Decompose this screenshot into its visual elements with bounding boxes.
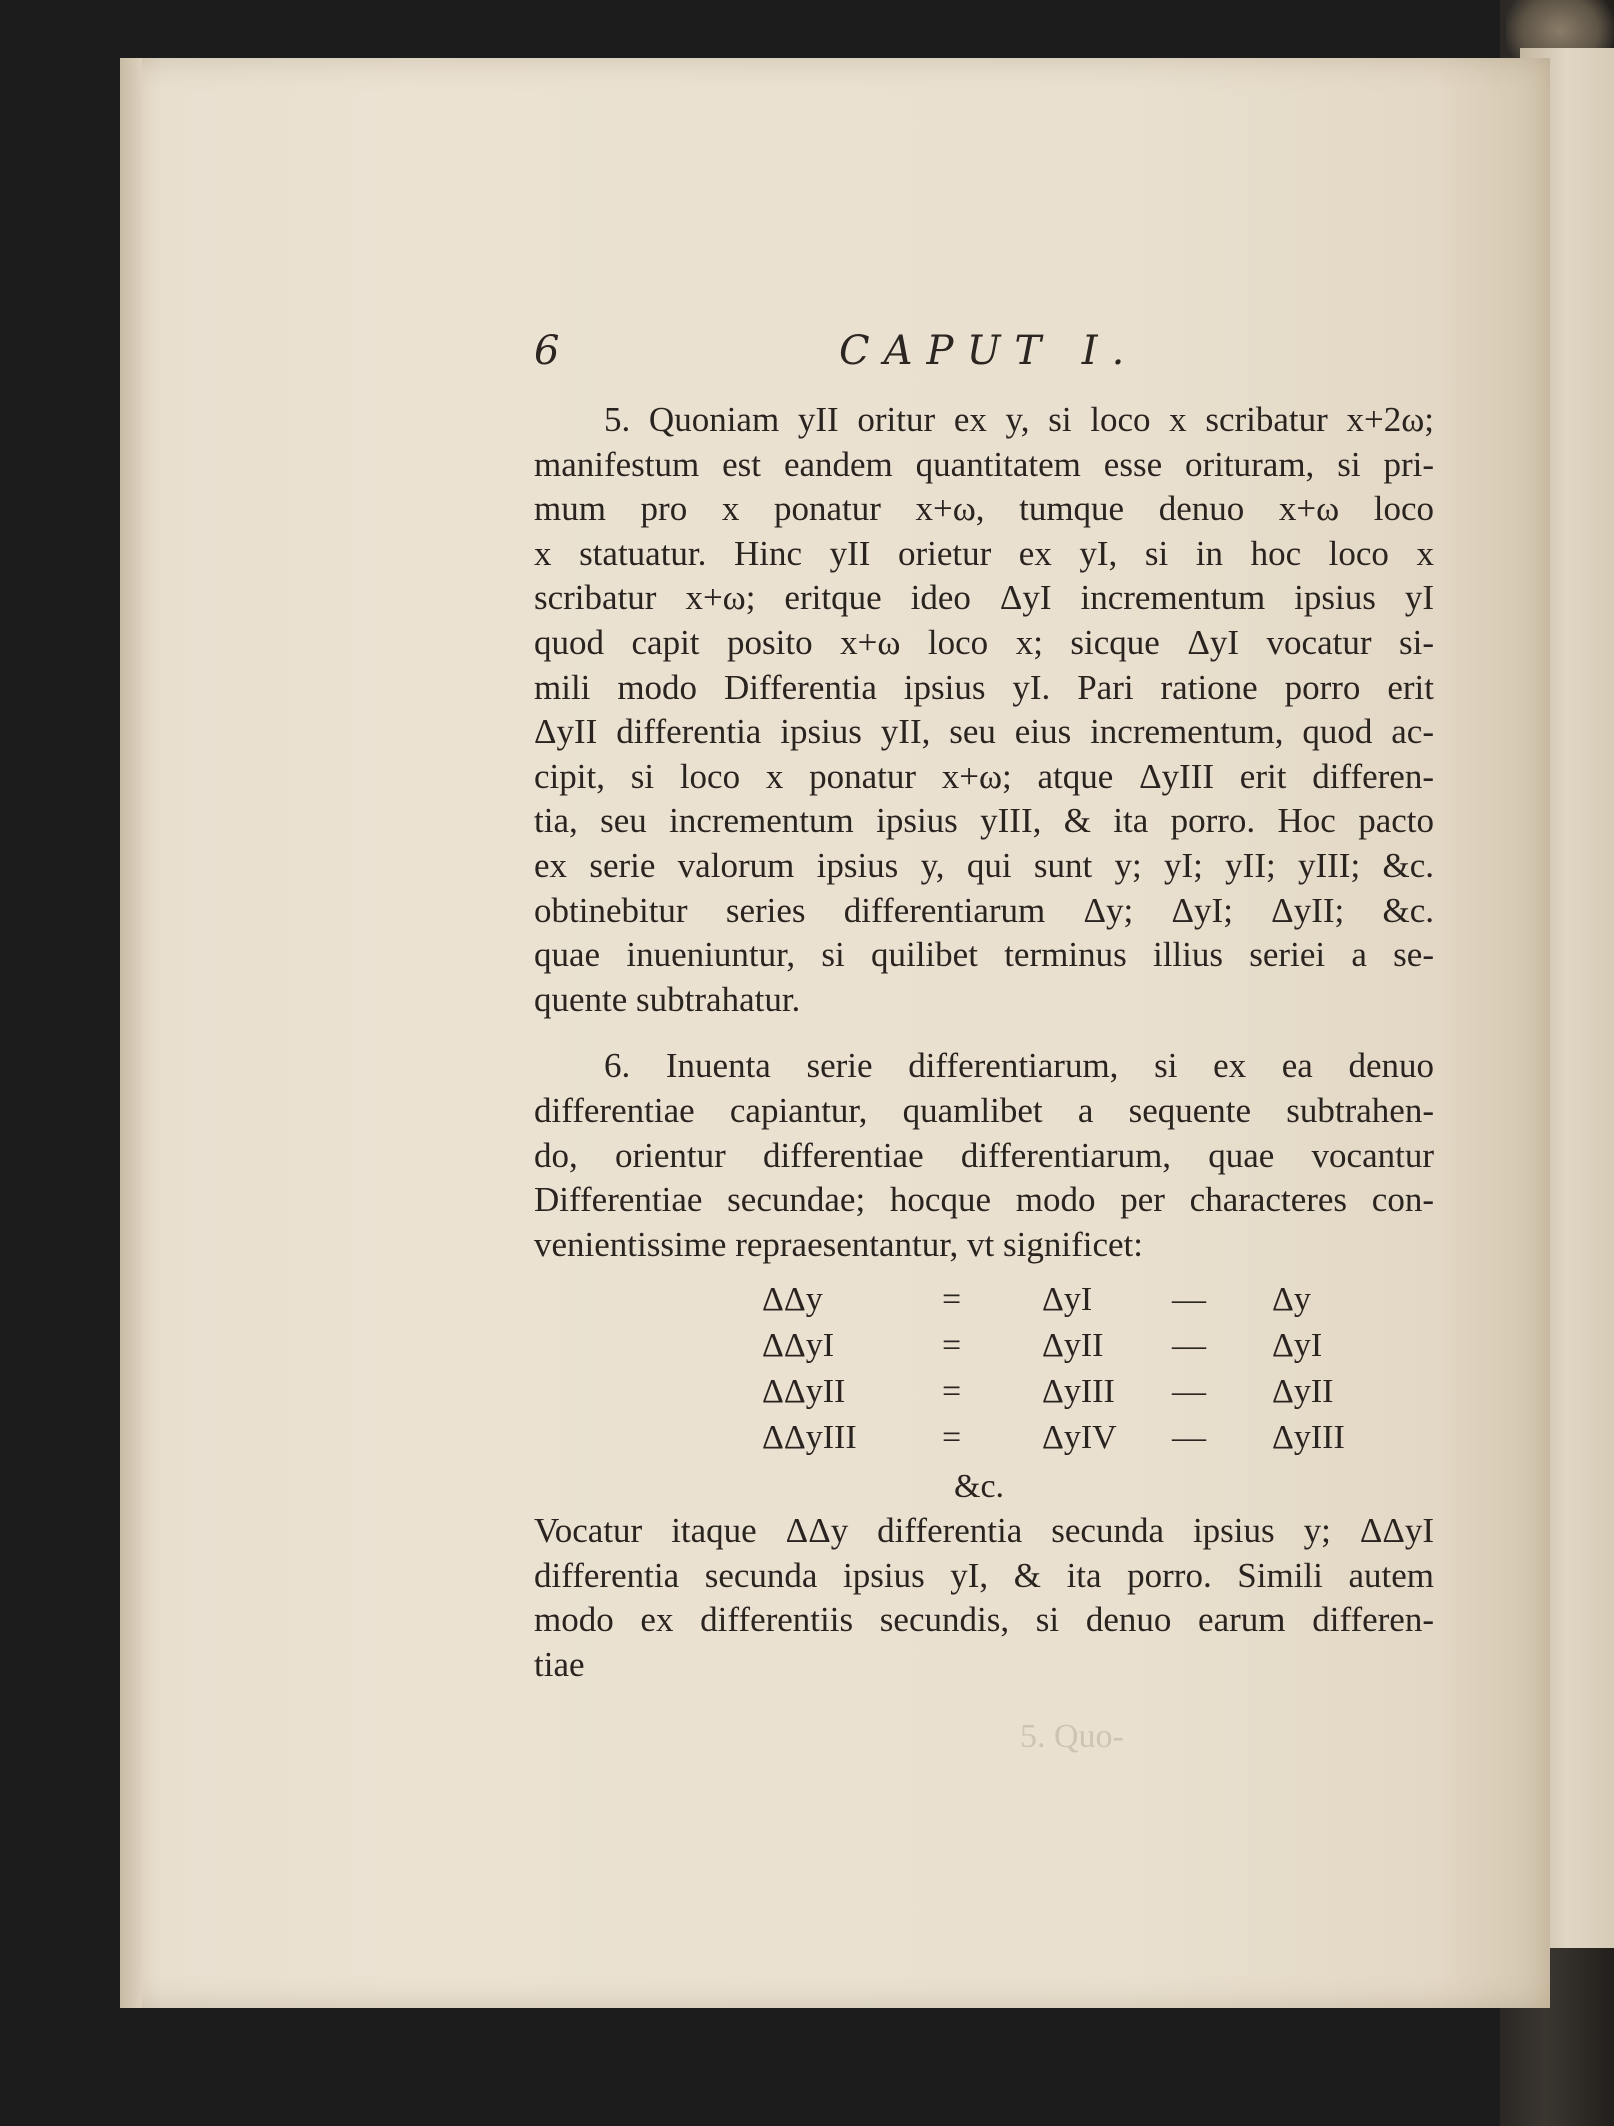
equation-row <box>762 1323 1345 1369</box>
text-line: x statuatur. Hinc yII orietur ex yI, si in hoc loco x <box>534 533 1434 573</box>
minus-sign: — <box>1172 1281 1206 1319</box>
text-line: venientissime repraesentantur, vt significet: <box>534 1224 1143 1264</box>
equals-sign: = <box>942 1373 962 1411</box>
text-line: mum pro x ponatur x+ω, tumque denuo x+ω loco <box>534 489 1434 529</box>
paragraph-5 <box>534 398 1434 1022</box>
equation-term: ΔyI <box>1042 1281 1093 1319</box>
equals-sign: = <box>942 1281 962 1319</box>
equals-sign: = <box>942 1327 962 1365</box>
equation-row <box>762 1415 1345 1461</box>
text-line: differentiae capiantur, quamlibet a sequente subtrahen- <box>534 1090 1434 1130</box>
equals-sign: = <box>942 1419 962 1457</box>
text-line: Vocatur itaque ΔΔy differentia secunda ipsius y; ΔΔyI <box>534 1511 1434 1551</box>
minus-sign: — <box>1172 1327 1206 1365</box>
minus-sign: — <box>1172 1419 1206 1457</box>
text-line: quod capit posito x+ω loco x; sicque ΔyI vocatur si- <box>534 622 1434 662</box>
show-through-text: 5. Quo- <box>1020 1718 1124 1755</box>
body-text <box>534 398 1434 1688</box>
text-line: manifestum est eandem quantitatem esse orituram, si pri- <box>534 444 1434 484</box>
equation-term: ΔyIV <box>1042 1419 1117 1457</box>
page-number: 6 <box>534 328 560 374</box>
catchword: tiae <box>534 1645 585 1685</box>
text-line: tia, seu incrementum ipsius yIII, & ita porro. Hoc pacto <box>534 801 1434 841</box>
difference-equations <box>762 1277 1345 1461</box>
equation-lhs: ΔΔyII <box>762 1373 846 1411</box>
running-head: CAPUT I. <box>839 328 1139 374</box>
text-line: cipit, si loco x ponatur x+ω; atque ΔyIII erit differen- <box>534 756 1434 796</box>
text-line: do, orientur differentiae differentiarum, quae vocantur <box>534 1135 1434 1175</box>
paragraph-gap <box>534 1022 1434 1044</box>
text-line: 6. Inuenta serie differentiarum, si ex ea denuo <box>604 1046 1434 1086</box>
equation-lhs: ΔΔyIII <box>762 1419 857 1457</box>
equation-row <box>762 1277 1345 1323</box>
text-line: scribatur x+ω; eritque ideo ΔyI incrementum ipsius yI <box>534 578 1434 618</box>
equation-term: Δy <box>1272 1281 1311 1319</box>
minus-sign: — <box>1172 1373 1206 1411</box>
paragraph-6 <box>534 1044 1434 1687</box>
equation-lhs: ΔΔyI <box>762 1327 835 1365</box>
text-line: 5. Quoniam yII oritur ex y, si loco x scribatur x+2ω; <box>604 400 1434 439</box>
page-header <box>534 328 1294 388</box>
text-line: Differentiae secundae; hocque modo per characteres con- <box>534 1180 1434 1220</box>
equation-row <box>762 1369 1345 1415</box>
equation-term: ΔyII <box>1042 1327 1104 1365</box>
equation-term: ΔyI <box>1272 1327 1323 1365</box>
etcetera: &c. <box>954 1468 1005 1506</box>
text-line: mili modo Differentia ipsius yI. Pari ratione porro erit <box>534 667 1434 707</box>
text-line: ΔyII differentia ipsius yII, seu eius incrementum, quod ac- <box>534 712 1434 752</box>
equation-lhs: ΔΔy <box>762 1281 823 1319</box>
text-line: quente subtrahatur. <box>534 979 801 1019</box>
text-line: obtinebitur series differentiarum Δy; ΔyI; ΔyII; &c. <box>534 890 1434 930</box>
text-line: quae inueniuntur, si quilibet terminus illius seriei a se- <box>534 935 1434 975</box>
text-line: modo ex differentiis secundis, si denuo earum differen- <box>534 1600 1434 1640</box>
equation-term: ΔyIII <box>1272 1419 1345 1457</box>
equation-term: ΔyII <box>1272 1373 1334 1411</box>
text-line: ex serie valorum ipsius y, qui sunt y; yI; yII; yIII; &c. <box>534 845 1434 885</box>
equation-term: ΔyIII <box>1042 1373 1115 1411</box>
text-line: differentia secunda ipsius yI, & ita porro. Simili autem <box>534 1555 1434 1595</box>
